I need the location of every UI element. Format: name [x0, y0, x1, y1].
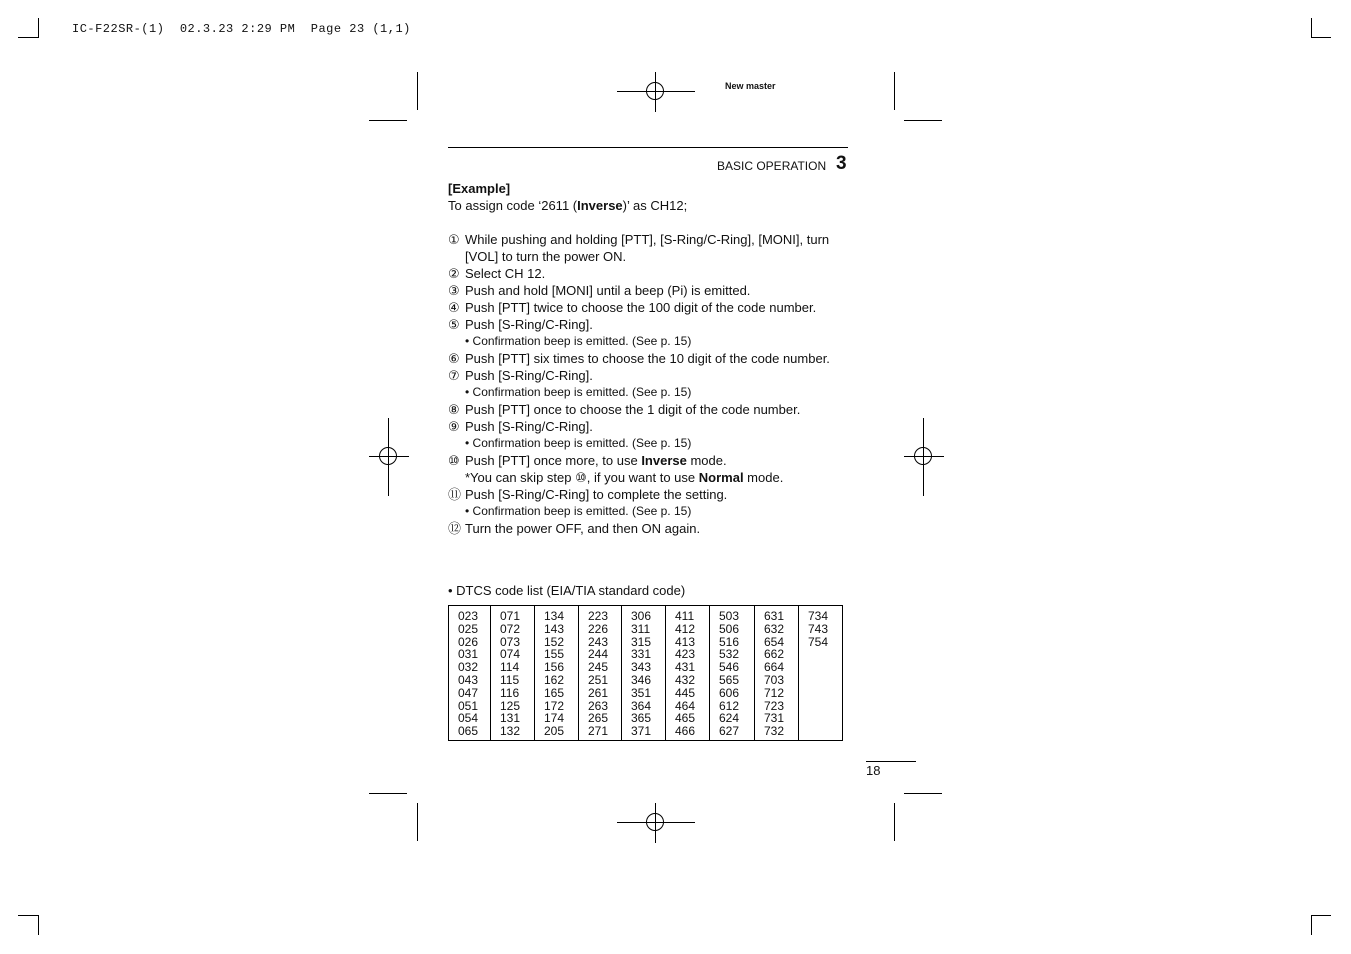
example-title: [Example] — [448, 181, 511, 196]
dtcs-code: 115 — [500, 672, 520, 687]
dtcs-code: 412 — [675, 621, 696, 636]
dtcs-code: 263 — [588, 698, 609, 713]
dtcs-code: 114 — [500, 660, 520, 675]
dtcs-code: 664 — [764, 660, 785, 675]
dtcs-code: 223 — [588, 609, 609, 623]
dtcs-code: 026 — [458, 634, 479, 649]
dtcs-code: 546 — [719, 660, 740, 675]
page-number: 18 — [866, 763, 881, 778]
dtcs-code: 073 — [500, 634, 521, 649]
trim-mark — [894, 72, 895, 110]
dtcs-code: 624 — [719, 711, 740, 726]
dtcs-code: 503 — [719, 609, 740, 623]
example-intro: To assign code ‘2611 (Inverse)’ as CH12; — [448, 198, 688, 213]
dtcs-column — [799, 606, 843, 741]
step-item: ⑫ Turn the power OFF, and then ON again. — [448, 521, 701, 536]
dtcs-code: 565 — [719, 672, 740, 687]
trim-mark — [417, 72, 418, 110]
dtcs-code: 343 — [631, 660, 652, 675]
dtcs-code: 734 — [808, 609, 829, 623]
dtcs-code: 464 — [675, 698, 696, 713]
dtcs-code: 205 — [544, 724, 565, 739]
dtcs-code: 134 — [544, 609, 565, 623]
dtcs-code: 315 — [631, 634, 652, 649]
step-item: ④ Push [PTT] twice to choose the 100 digit of the code number. — [448, 300, 817, 315]
step-item: ⑤ Push [S-Ring/C-Ring]. — [448, 317, 593, 332]
dtcs-code: 243 — [588, 634, 609, 649]
step-item: ② Select CH 12. — [448, 266, 546, 281]
dtcs-code: 346 — [631, 672, 652, 687]
trim-mark — [369, 793, 407, 794]
dtcs-code: 074 — [500, 647, 521, 662]
step-list — [448, 231, 852, 537]
table-row — [449, 606, 843, 741]
dtcs-code: 364 — [631, 698, 652, 713]
dtcs-code: 703 — [764, 672, 785, 687]
dtcs-code: 743 — [808, 621, 829, 636]
registration-mark-top — [617, 72, 695, 112]
print-header: IC-F22SR-(1) 02.3.23 2:29 PM Page 23 (1,1) — [72, 22, 411, 36]
dtcs-code: 506 — [719, 621, 740, 636]
dtcs-code: 466 — [675, 724, 696, 739]
crop-mark — [38, 915, 39, 935]
dtcs-code: 306 — [631, 609, 652, 623]
crop-mark — [1311, 915, 1331, 916]
step-item: ⑦ Push [S-Ring/C-Ring]. — [448, 368, 593, 383]
new-master-stamp: New master — [725, 81, 776, 91]
confirmation-note: • Confirmation beep is emitted. (See p. 15) — [465, 334, 692, 348]
header-rule — [448, 147, 848, 148]
dtcs-code: 423 — [675, 647, 696, 662]
dtcs-code: 413 — [675, 634, 696, 649]
crop-mark — [18, 37, 38, 38]
dtcs-code: 606 — [719, 685, 740, 700]
dtcs-code: 331 — [631, 647, 652, 662]
dtcs-code: 116 — [500, 685, 520, 700]
dtcs-code: 172 — [544, 698, 565, 713]
dtcs-code: 226 — [588, 621, 609, 636]
dtcs-code: 465 — [675, 711, 696, 726]
dtcs-code: 152 — [544, 634, 565, 649]
dtcs-code: 261 — [588, 685, 609, 700]
dtcs-code: 165 — [544, 685, 565, 700]
dtcs-code: 031 — [458, 647, 479, 662]
step-item: ⑨ Push [S-Ring/C-Ring]. — [448, 419, 593, 434]
dtcs-code: 032 — [458, 660, 479, 675]
dtcs-code: 023 — [458, 609, 479, 623]
dtcs-code: 627 — [719, 724, 740, 739]
dtcs-code: 532 — [719, 647, 740, 662]
dtcs-code: 174 — [544, 711, 565, 726]
registration-mark-left — [369, 418, 409, 496]
dtcs-code: 754 — [808, 634, 829, 649]
step-item: ⑪ Push [S-Ring/C-Ring] to complete the setting. — [448, 487, 728, 502]
dtcs-code: 047 — [458, 685, 479, 700]
dtcs-code: 723 — [764, 698, 785, 713]
step-item: ⑧ Push [PTT] once to choose the 1 digit of the code number. — [448, 402, 801, 417]
dtcs-code: 043 — [458, 672, 479, 687]
dtcs-list-title: • DTCS code list (EIA/TIA standard code) — [448, 583, 686, 598]
dtcs-code: 371 — [631, 724, 652, 739]
step-item: ① While pushing and holding [PTT], [S-Ring/C-Ring], [MONI], turn [VOL] to turn the power ON. — [448, 232, 830, 264]
dtcs-column — [491, 606, 535, 741]
dtcs-code: 251 — [588, 672, 609, 687]
dtcs-code: 155 — [544, 647, 565, 662]
confirmation-note: • Confirmation beep is emitted. (See p. 15) — [465, 385, 692, 399]
dtcs-code: 432 — [675, 672, 696, 687]
dtcs-code: 654 — [764, 634, 785, 649]
dtcs-code: 025 — [458, 621, 479, 636]
dtcs-code: 411 — [675, 609, 695, 623]
instructions — [448, 180, 852, 537]
dtcs-column — [710, 606, 755, 741]
confirmation-note: • Confirmation beep is emitted. (See p. 15) — [465, 436, 692, 450]
dtcs-code: 065 — [458, 724, 479, 739]
dtcs-code: 265 — [588, 711, 609, 726]
dtcs-code: 143 — [544, 621, 565, 636]
dtcs-code: 051 — [458, 698, 479, 713]
dtcs-code: 162 — [544, 672, 565, 687]
dtcs-column — [449, 606, 491, 741]
dtcs-code: 431 — [675, 660, 696, 675]
dtcs-column — [666, 606, 710, 741]
dtcs-code: 125 — [500, 698, 521, 713]
dtcs-code: 516 — [719, 634, 740, 649]
dtcs-code: 632 — [764, 621, 785, 636]
trim-mark — [904, 793, 942, 794]
crop-mark — [1311, 37, 1331, 38]
registration-mark-right — [904, 418, 944, 496]
trim-mark — [417, 803, 418, 841]
footer-rule — [866, 761, 916, 762]
dtcs-code: 732 — [764, 724, 785, 739]
step-item: ⑩ Push [PTT] once more, to use Inverse mode. — [448, 453, 727, 468]
dtcs-code: 131 — [500, 711, 521, 726]
dtcs-column — [622, 606, 666, 741]
dtcs-code: 662 — [764, 647, 785, 662]
dtcs-code: 445 — [675, 685, 696, 700]
dtcs-code: 365 — [631, 711, 652, 726]
dtcs-code: 631 — [764, 609, 785, 623]
crop-mark — [1311, 915, 1312, 935]
step-item: ⑥ Push [PTT] six times to choose the 10 digit of the code number. — [448, 351, 830, 366]
dtcs-column — [755, 606, 799, 741]
skip-note: *You can skip step ⑩, if you want to use Normal mode. — [465, 470, 784, 485]
section-label: BASIC OPERATION — [717, 159, 827, 173]
dtcs-code: 244 — [588, 647, 609, 662]
trim-mark — [904, 120, 942, 121]
section-number: 3 — [836, 153, 847, 174]
dtcs-code: 351 — [631, 685, 652, 700]
dtcs-code: 271 — [588, 724, 609, 739]
dtcs-code: 072 — [500, 621, 521, 636]
dtcs-code: 712 — [764, 685, 785, 700]
dtcs-code: 132 — [500, 724, 521, 739]
dtcs-code-table — [448, 605, 843, 741]
registration-mark-bottom — [617, 803, 695, 843]
dtcs-column — [535, 606, 579, 741]
dtcs-code: 731 — [764, 711, 785, 726]
trim-mark — [894, 803, 895, 841]
dtcs-code: 311 — [631, 621, 651, 636]
step-item: ③ Push and hold [MONI] until a beep (Pi) is emitted. — [448, 283, 751, 298]
dtcs-code: 245 — [588, 660, 609, 675]
crop-mark — [38, 18, 39, 38]
confirmation-note: • Confirmation beep is emitted. (See p. 15) — [465, 504, 692, 518]
trim-mark — [369, 120, 407, 121]
dtcs-column — [579, 606, 622, 741]
dtcs-code: 156 — [544, 660, 565, 675]
crop-mark — [1311, 18, 1312, 38]
dtcs-code: 612 — [719, 698, 740, 713]
dtcs-code: 054 — [458, 711, 479, 726]
dtcs-code: 071 — [500, 609, 521, 623]
crop-mark — [18, 915, 38, 916]
